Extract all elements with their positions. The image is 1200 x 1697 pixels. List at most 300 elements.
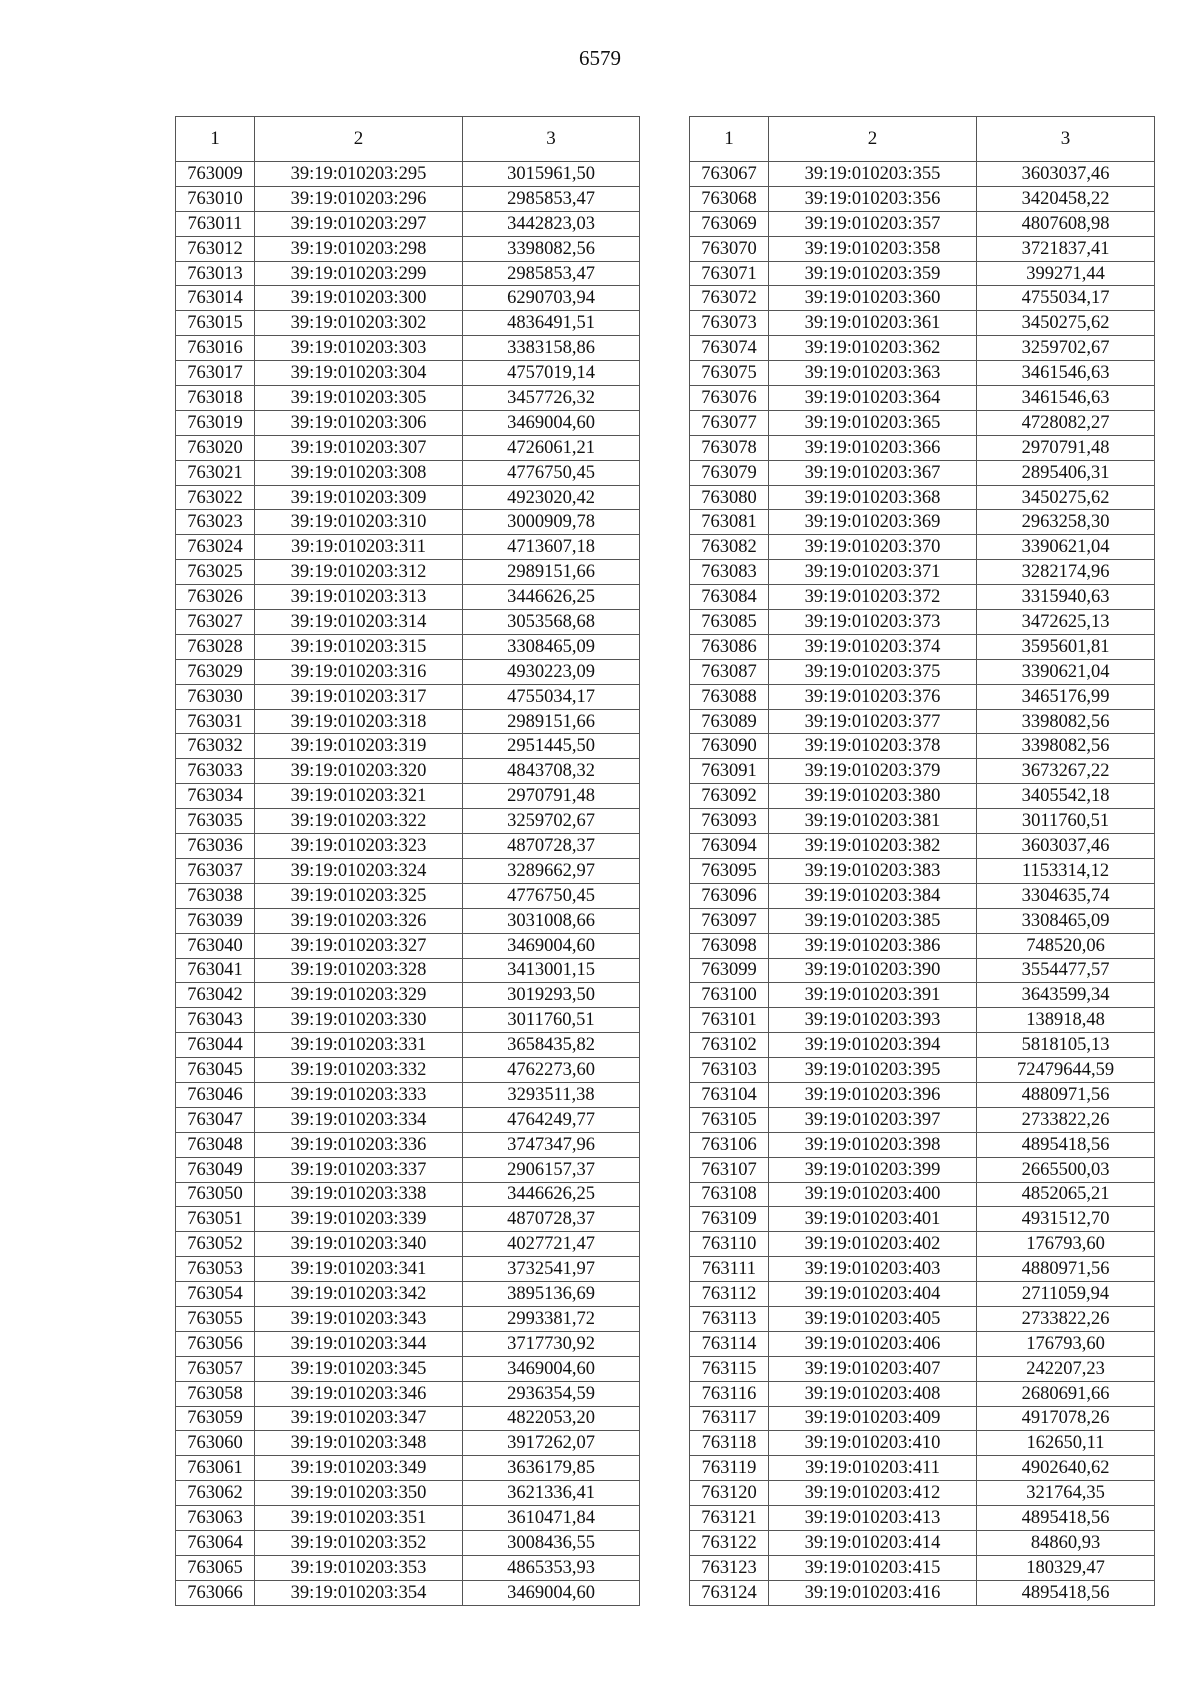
table-row: [690, 386, 1155, 411]
table-row: [176, 336, 640, 361]
cadastral-value: 2936354,59: [463, 1381, 640, 1406]
row-number: 763060: [176, 1431, 255, 1456]
cadastral-number: 39:19:010203:334: [255, 1107, 463, 1132]
row-number: 763083: [690, 560, 769, 585]
row-number: 763016: [176, 336, 255, 361]
cadastral-number: 39:19:010203:371: [769, 560, 977, 585]
cadastral-number: 39:19:010203:346: [255, 1381, 463, 1406]
cadastral-number: 39:19:010203:393: [769, 1008, 977, 1033]
cadastral-value: 3450275,62: [977, 485, 1155, 510]
row-number: 763035: [176, 809, 255, 834]
cadastral-value: 4764249,77: [463, 1107, 640, 1132]
cadastral-value: 3658435,82: [463, 1033, 640, 1058]
cadastral-value: 2895406,31: [977, 460, 1155, 485]
cadastral-value: 2985853,47: [463, 261, 640, 286]
cadastral-value: 4895418,56: [977, 1580, 1155, 1605]
cadastral-value: 3031008,66: [463, 908, 640, 933]
row-number: 763017: [176, 361, 255, 386]
table-row: [690, 883, 1155, 908]
table-row: [690, 585, 1155, 610]
cadastral-value: 4776750,45: [463, 460, 640, 485]
cadastral-value: 3469004,60: [463, 1580, 640, 1605]
row-number: 763057: [176, 1356, 255, 1381]
cadastral-number: 39:19:010203:324: [255, 858, 463, 883]
row-number: 763087: [690, 659, 769, 684]
cadastral-number: 39:19:010203:370: [769, 535, 977, 560]
cadastral-number: 39:19:010203:330: [255, 1008, 463, 1033]
table-row: [176, 1107, 640, 1132]
row-number: 763043: [176, 1008, 255, 1033]
table-row: [176, 186, 640, 211]
cadastral-value: 3259702,67: [977, 336, 1155, 361]
table-row: [690, 560, 1155, 585]
cadastral-value: 3610471,84: [463, 1506, 640, 1531]
table-row: [176, 1580, 640, 1605]
row-number: 763114: [690, 1331, 769, 1356]
table-row: [176, 809, 640, 834]
table-row: [690, 809, 1155, 834]
table-row: [690, 336, 1155, 361]
table-row: [690, 162, 1155, 187]
table-row: [176, 162, 640, 187]
table-row: [690, 784, 1155, 809]
cadastral-number: 39:19:010203:336: [255, 1132, 463, 1157]
row-number: 763038: [176, 883, 255, 908]
row-number: 763081: [690, 510, 769, 535]
row-number: 763025: [176, 560, 255, 585]
cadastral-value: 3621336,41: [463, 1481, 640, 1506]
row-number: 763103: [690, 1058, 769, 1083]
table-row: [176, 435, 640, 460]
table-row: [176, 834, 640, 859]
cadastral-value: 4822053,20: [463, 1406, 640, 1431]
cadastral-number: 39:19:010203:317: [255, 684, 463, 709]
cadastral-value: 3595601,81: [977, 634, 1155, 659]
row-number: 763105: [690, 1107, 769, 1132]
cadastral-value: 4762273,60: [463, 1058, 640, 1083]
table-row: [690, 1331, 1155, 1356]
cadastral-value: 3420458,22: [977, 186, 1155, 211]
cadastral-value: 4923020,42: [463, 485, 640, 510]
cadastral-number: 39:19:010203:390: [769, 958, 977, 983]
cadastral-value: 2906157,37: [463, 1157, 640, 1182]
table-row: [690, 1132, 1155, 1157]
row-number: 763040: [176, 933, 255, 958]
row-number: 763045: [176, 1058, 255, 1083]
table-row: [176, 1356, 640, 1381]
table-row: [690, 1257, 1155, 1282]
cadastral-value: 3457726,32: [463, 386, 640, 411]
cadastral-number: 39:19:010203:296: [255, 186, 463, 211]
cadastral-number: 39:19:010203:316: [255, 659, 463, 684]
table-row: [690, 933, 1155, 958]
table-row: [176, 361, 640, 386]
table-row: [176, 261, 640, 286]
cadastral-value: 3011760,51: [977, 809, 1155, 834]
table-row: [176, 933, 640, 958]
cadastral-number: 39:19:010203:337: [255, 1157, 463, 1182]
cadastral-value: 3446626,25: [463, 585, 640, 610]
cadastral-value: 4843708,32: [463, 759, 640, 784]
cadastral-value: 4852065,21: [977, 1182, 1155, 1207]
cadastral-number: 39:19:010203:353: [255, 1555, 463, 1580]
row-number: 763061: [176, 1456, 255, 1481]
cadastral-value: 2993381,72: [463, 1306, 640, 1331]
table-row: [176, 211, 640, 236]
cadastral-number: 39:19:010203:347: [255, 1406, 463, 1431]
row-number: 763098: [690, 933, 769, 958]
cadastral-number: 39:19:010203:384: [769, 883, 977, 908]
cadastral-value: 3015961,50: [463, 162, 640, 187]
cadastral-number: 39:19:010203:409: [769, 1406, 977, 1431]
cadastral-number: 39:19:010203:361: [769, 311, 977, 336]
cadastral-number: 39:19:010203:318: [255, 709, 463, 734]
row-number: 763033: [176, 759, 255, 784]
table-row: [176, 1207, 640, 1232]
cadastral-value: 2989151,66: [463, 709, 640, 734]
cadastral-number: 39:19:010203:362: [769, 336, 977, 361]
table-row: [176, 585, 640, 610]
cadastral-number: 39:19:010203:355: [769, 162, 977, 187]
table-row: [176, 510, 640, 535]
cadastral-value: 4726061,21: [463, 435, 640, 460]
cadastral-value: 72479644,59: [977, 1058, 1155, 1083]
cadastral-number: 39:19:010203:364: [769, 386, 977, 411]
row-number: 763099: [690, 958, 769, 983]
table-row: [690, 1356, 1155, 1381]
cadastral-number: 39:19:010203:358: [769, 236, 977, 261]
cadastral-value: 2970791,48: [463, 784, 640, 809]
row-number: 763084: [690, 585, 769, 610]
row-number: 763056: [176, 1331, 255, 1356]
row-number: 763050: [176, 1182, 255, 1207]
cadastral-value: 84860,93: [977, 1530, 1155, 1555]
row-number: 763037: [176, 858, 255, 883]
table-row: [176, 1282, 640, 1307]
row-number: 763115: [690, 1356, 769, 1381]
cadastral-number: 39:19:010203:410: [769, 1431, 977, 1456]
table-row: [690, 1431, 1155, 1456]
cadastral-number: 39:19:010203:397: [769, 1107, 977, 1132]
table-row: [176, 460, 640, 485]
row-number: 763026: [176, 585, 255, 610]
cadastral-number: 39:19:010203:311: [255, 535, 463, 560]
cadastral-value: 3315940,63: [977, 585, 1155, 610]
row-number: 763123: [690, 1555, 769, 1580]
cadastral-number: 39:19:010203:391: [769, 983, 977, 1008]
table-row: [690, 610, 1155, 635]
cadastral-value: 2680691,66: [977, 1381, 1155, 1406]
table-row: [176, 759, 640, 784]
cadastral-value: 3721837,41: [977, 236, 1155, 261]
table-row: [690, 1107, 1155, 1132]
cadastral-value: 3465176,99: [977, 684, 1155, 709]
table-row: [176, 1406, 640, 1431]
table-row: [176, 1058, 640, 1083]
cadastral-number: 39:19:010203:315: [255, 634, 463, 659]
cadastral-value: 3000909,78: [463, 510, 640, 535]
row-number: 763044: [176, 1033, 255, 1058]
table-row: [690, 1182, 1155, 1207]
table-row: [690, 236, 1155, 261]
cadastral-value: 3413001,15: [463, 958, 640, 983]
row-number: 763111: [690, 1257, 769, 1282]
table-row: [690, 908, 1155, 933]
cadastral-value: 3053568,68: [463, 610, 640, 635]
cadastral-number: 39:19:010203:340: [255, 1232, 463, 1257]
table-row: [690, 361, 1155, 386]
cadastral-value: 2733822,26: [977, 1107, 1155, 1132]
table-row: [176, 1257, 640, 1282]
table-row: [690, 1082, 1155, 1107]
table-right: [689, 116, 1155, 1606]
table-row: [690, 1058, 1155, 1083]
row-number: 763076: [690, 386, 769, 411]
cadastral-value: 2989151,66: [463, 560, 640, 585]
row-number: 763020: [176, 435, 255, 460]
table-row: [690, 759, 1155, 784]
table-row: [176, 734, 640, 759]
cadastral-value: 3636179,85: [463, 1456, 640, 1481]
cadastral-value: 321764,35: [977, 1481, 1155, 1506]
table-row: [176, 1033, 640, 1058]
cadastral-number: 39:19:010203:379: [769, 759, 977, 784]
cadastral-value: 4836491,51: [463, 311, 640, 336]
table-row: [690, 958, 1155, 983]
row-number: 763118: [690, 1431, 769, 1456]
row-number: 763065: [176, 1555, 255, 1580]
cadastral-value: 4931512,70: [977, 1207, 1155, 1232]
table-row: [690, 510, 1155, 535]
row-number: 763048: [176, 1132, 255, 1157]
cadastral-value: 3019293,50: [463, 983, 640, 1008]
cadastral-value: 3308465,09: [463, 634, 640, 659]
table-header-row: [176, 117, 640, 162]
table-row: [176, 610, 640, 635]
column-header-3: 3: [463, 117, 640, 162]
cadastral-value: 2665500,03: [977, 1157, 1155, 1182]
cadastral-number: 39:19:010203:343: [255, 1306, 463, 1331]
cadastral-number: 39:19:010203:395: [769, 1058, 977, 1083]
table-row: [176, 485, 640, 510]
table-row: [690, 1555, 1155, 1580]
row-number: 763067: [690, 162, 769, 187]
row-number: 763031: [176, 709, 255, 734]
row-number: 763011: [176, 211, 255, 236]
cadastral-value: 3603037,46: [977, 834, 1155, 859]
cadastral-number: 39:19:010203:414: [769, 1530, 977, 1555]
table-row: [690, 410, 1155, 435]
cadastral-number: 39:19:010203:367: [769, 460, 977, 485]
cadastral-number: 39:19:010203:383: [769, 858, 977, 883]
cadastral-value: 138918,48: [977, 1008, 1155, 1033]
page-number: 6579: [579, 46, 621, 70]
cadastral-value: 3472625,13: [977, 610, 1155, 635]
cadastral-value: 4930223,09: [463, 659, 640, 684]
cadastral-number: 39:19:010203:342: [255, 1282, 463, 1307]
table-row: [690, 286, 1155, 311]
cadastral-number: 39:19:010203:344: [255, 1331, 463, 1356]
table-row: [690, 1282, 1155, 1307]
cadastral-value: 3446626,25: [463, 1182, 640, 1207]
row-number: 763108: [690, 1182, 769, 1207]
cadastral-value: 176793,60: [977, 1331, 1155, 1356]
cadastral-number: 39:19:010203:357: [769, 211, 977, 236]
row-number: 763071: [690, 261, 769, 286]
cadastral-value: 4902640,62: [977, 1456, 1155, 1481]
cadastral-value: 4917078,26: [977, 1406, 1155, 1431]
table-row: [690, 684, 1155, 709]
table-row: [690, 1580, 1155, 1605]
table-row: [176, 560, 640, 585]
cadastral-number: 39:19:010203:329: [255, 983, 463, 1008]
cadastral-value: 2733822,26: [977, 1306, 1155, 1331]
cadastral-value: 748520,06: [977, 933, 1155, 958]
table-row: [176, 286, 640, 311]
table-row: [690, 1033, 1155, 1058]
table-row: [176, 1331, 640, 1356]
row-number: 763029: [176, 659, 255, 684]
cadastral-number: 39:19:010203:400: [769, 1182, 977, 1207]
cadastral-value: 6290703,94: [463, 286, 640, 311]
row-number: 763051: [176, 1207, 255, 1232]
table-row: [176, 410, 640, 435]
cadastral-value: 3293511,38: [463, 1082, 640, 1107]
row-number: 763041: [176, 958, 255, 983]
row-number: 763092: [690, 784, 769, 809]
cadastral-number: 39:19:010203:312: [255, 560, 463, 585]
cadastral-number: 39:19:010203:297: [255, 211, 463, 236]
table-row: [176, 1555, 640, 1580]
table-row: [176, 1132, 640, 1157]
cadastral-number: 39:19:010203:349: [255, 1456, 463, 1481]
table-row: [690, 1530, 1155, 1555]
cadastral-number: 39:19:010203:351: [255, 1506, 463, 1531]
row-number: 763022: [176, 485, 255, 510]
cadastral-number: 39:19:010203:385: [769, 908, 977, 933]
cadastral-value: 2951445,50: [463, 734, 640, 759]
row-number: 763068: [690, 186, 769, 211]
cadastral-value: 5818105,13: [977, 1033, 1155, 1058]
cadastral-value: 3442823,03: [463, 211, 640, 236]
row-number: 763119: [690, 1456, 769, 1481]
table-row: [176, 1456, 640, 1481]
cadastral-number: 39:19:010203:366: [769, 435, 977, 460]
row-number: 763032: [176, 734, 255, 759]
cadastral-value: 3732541,97: [463, 1257, 640, 1282]
cadastral-number: 39:19:010203:313: [255, 585, 463, 610]
cadastral-number: 39:19:010203:323: [255, 834, 463, 859]
cadastral-number: 39:19:010203:376: [769, 684, 977, 709]
table-row: [176, 1082, 640, 1107]
cadastral-number: 39:19:010203:412: [769, 1481, 977, 1506]
table-row: [690, 1456, 1155, 1481]
row-number: 763027: [176, 610, 255, 635]
row-number: 763075: [690, 361, 769, 386]
cadastral-number: 39:19:010203:359: [769, 261, 977, 286]
column-header-1: 1: [176, 117, 255, 162]
table-row: [176, 784, 640, 809]
cadastral-value: 2711059,94: [977, 1282, 1155, 1307]
cadastral-value: 3673267,22: [977, 759, 1155, 784]
cadastral-value: 242207,23: [977, 1356, 1155, 1381]
cadastral-number: 39:19:010203:304: [255, 361, 463, 386]
cadastral-value: 3717730,92: [463, 1331, 640, 1356]
cadastral-number: 39:19:010203:332: [255, 1058, 463, 1083]
cadastral-number: 39:19:010203:401: [769, 1207, 977, 1232]
cadastral-value: 1153314,12: [977, 858, 1155, 883]
table-row: [176, 958, 640, 983]
cadastral-number: 39:19:010203:328: [255, 958, 463, 983]
cadastral-number: 39:19:010203:327: [255, 933, 463, 958]
row-number: 763109: [690, 1207, 769, 1232]
cadastral-value: 3390621,04: [977, 535, 1155, 560]
cadastral-value: 4807608,98: [977, 211, 1155, 236]
cadastral-value: 3643599,34: [977, 983, 1155, 1008]
cadastral-value: 2970791,48: [977, 435, 1155, 460]
cadastral-number: 39:19:010203:380: [769, 784, 977, 809]
cadastral-value: 180329,47: [977, 1555, 1155, 1580]
table-row: [690, 983, 1155, 1008]
cadastral-number: 39:19:010203:319: [255, 734, 463, 759]
cadastral-value: 3398082,56: [977, 709, 1155, 734]
cadastral-number: 39:19:010203:411: [769, 1456, 977, 1481]
cadastral-value: 3895136,69: [463, 1282, 640, 1307]
cadastral-value: 4027721,47: [463, 1232, 640, 1257]
table-row: [690, 1506, 1155, 1531]
table-row: [690, 659, 1155, 684]
cadastral-number: 39:19:010203:407: [769, 1356, 977, 1381]
row-number: 763101: [690, 1008, 769, 1033]
table-row: [176, 1157, 640, 1182]
cadastral-value: 2985853,47: [463, 186, 640, 211]
table-row: [690, 734, 1155, 759]
row-number: 763074: [690, 336, 769, 361]
cadastral-value: 3289662,97: [463, 858, 640, 883]
row-number: 763117: [690, 1406, 769, 1431]
cadastral-number: 39:19:010203:368: [769, 485, 977, 510]
cadastral-value: 3405542,18: [977, 784, 1155, 809]
column-header-3: 3: [977, 117, 1155, 162]
cadastral-number: 39:19:010203:325: [255, 883, 463, 908]
cadastral-value: 4776750,45: [463, 883, 640, 908]
cadastral-value: 176793,60: [977, 1232, 1155, 1257]
cadastral-number: 39:19:010203:345: [255, 1356, 463, 1381]
cadastral-value: 3398082,56: [977, 734, 1155, 759]
cadastral-number: 39:19:010203:295: [255, 162, 463, 187]
cadastral-number: 39:19:010203:326: [255, 908, 463, 933]
table-row: [690, 858, 1155, 883]
cadastral-number: 39:19:010203:373: [769, 610, 977, 635]
cadastral-value: 4755034,17: [977, 286, 1155, 311]
table-row: [690, 261, 1155, 286]
cadastral-number: 39:19:010203:405: [769, 1306, 977, 1331]
table-row: [690, 535, 1155, 560]
cadastral-number: 39:19:010203:403: [769, 1257, 977, 1282]
cadastral-number: 39:19:010203:348: [255, 1431, 463, 1456]
cadastral-number: 39:19:010203:396: [769, 1082, 977, 1107]
cadastral-value: 3008436,55: [463, 1530, 640, 1555]
table-left: [175, 116, 640, 1606]
row-number: 763046: [176, 1082, 255, 1107]
cadastral-value: 4870728,37: [463, 834, 640, 859]
cadastral-number: 39:19:010203:352: [255, 1530, 463, 1555]
table-row: [176, 535, 640, 560]
cadastral-number: 39:19:010203:413: [769, 1506, 977, 1531]
table-row: [176, 1530, 640, 1555]
row-number: 763089: [690, 709, 769, 734]
cadastral-number: 39:19:010203:382: [769, 834, 977, 859]
